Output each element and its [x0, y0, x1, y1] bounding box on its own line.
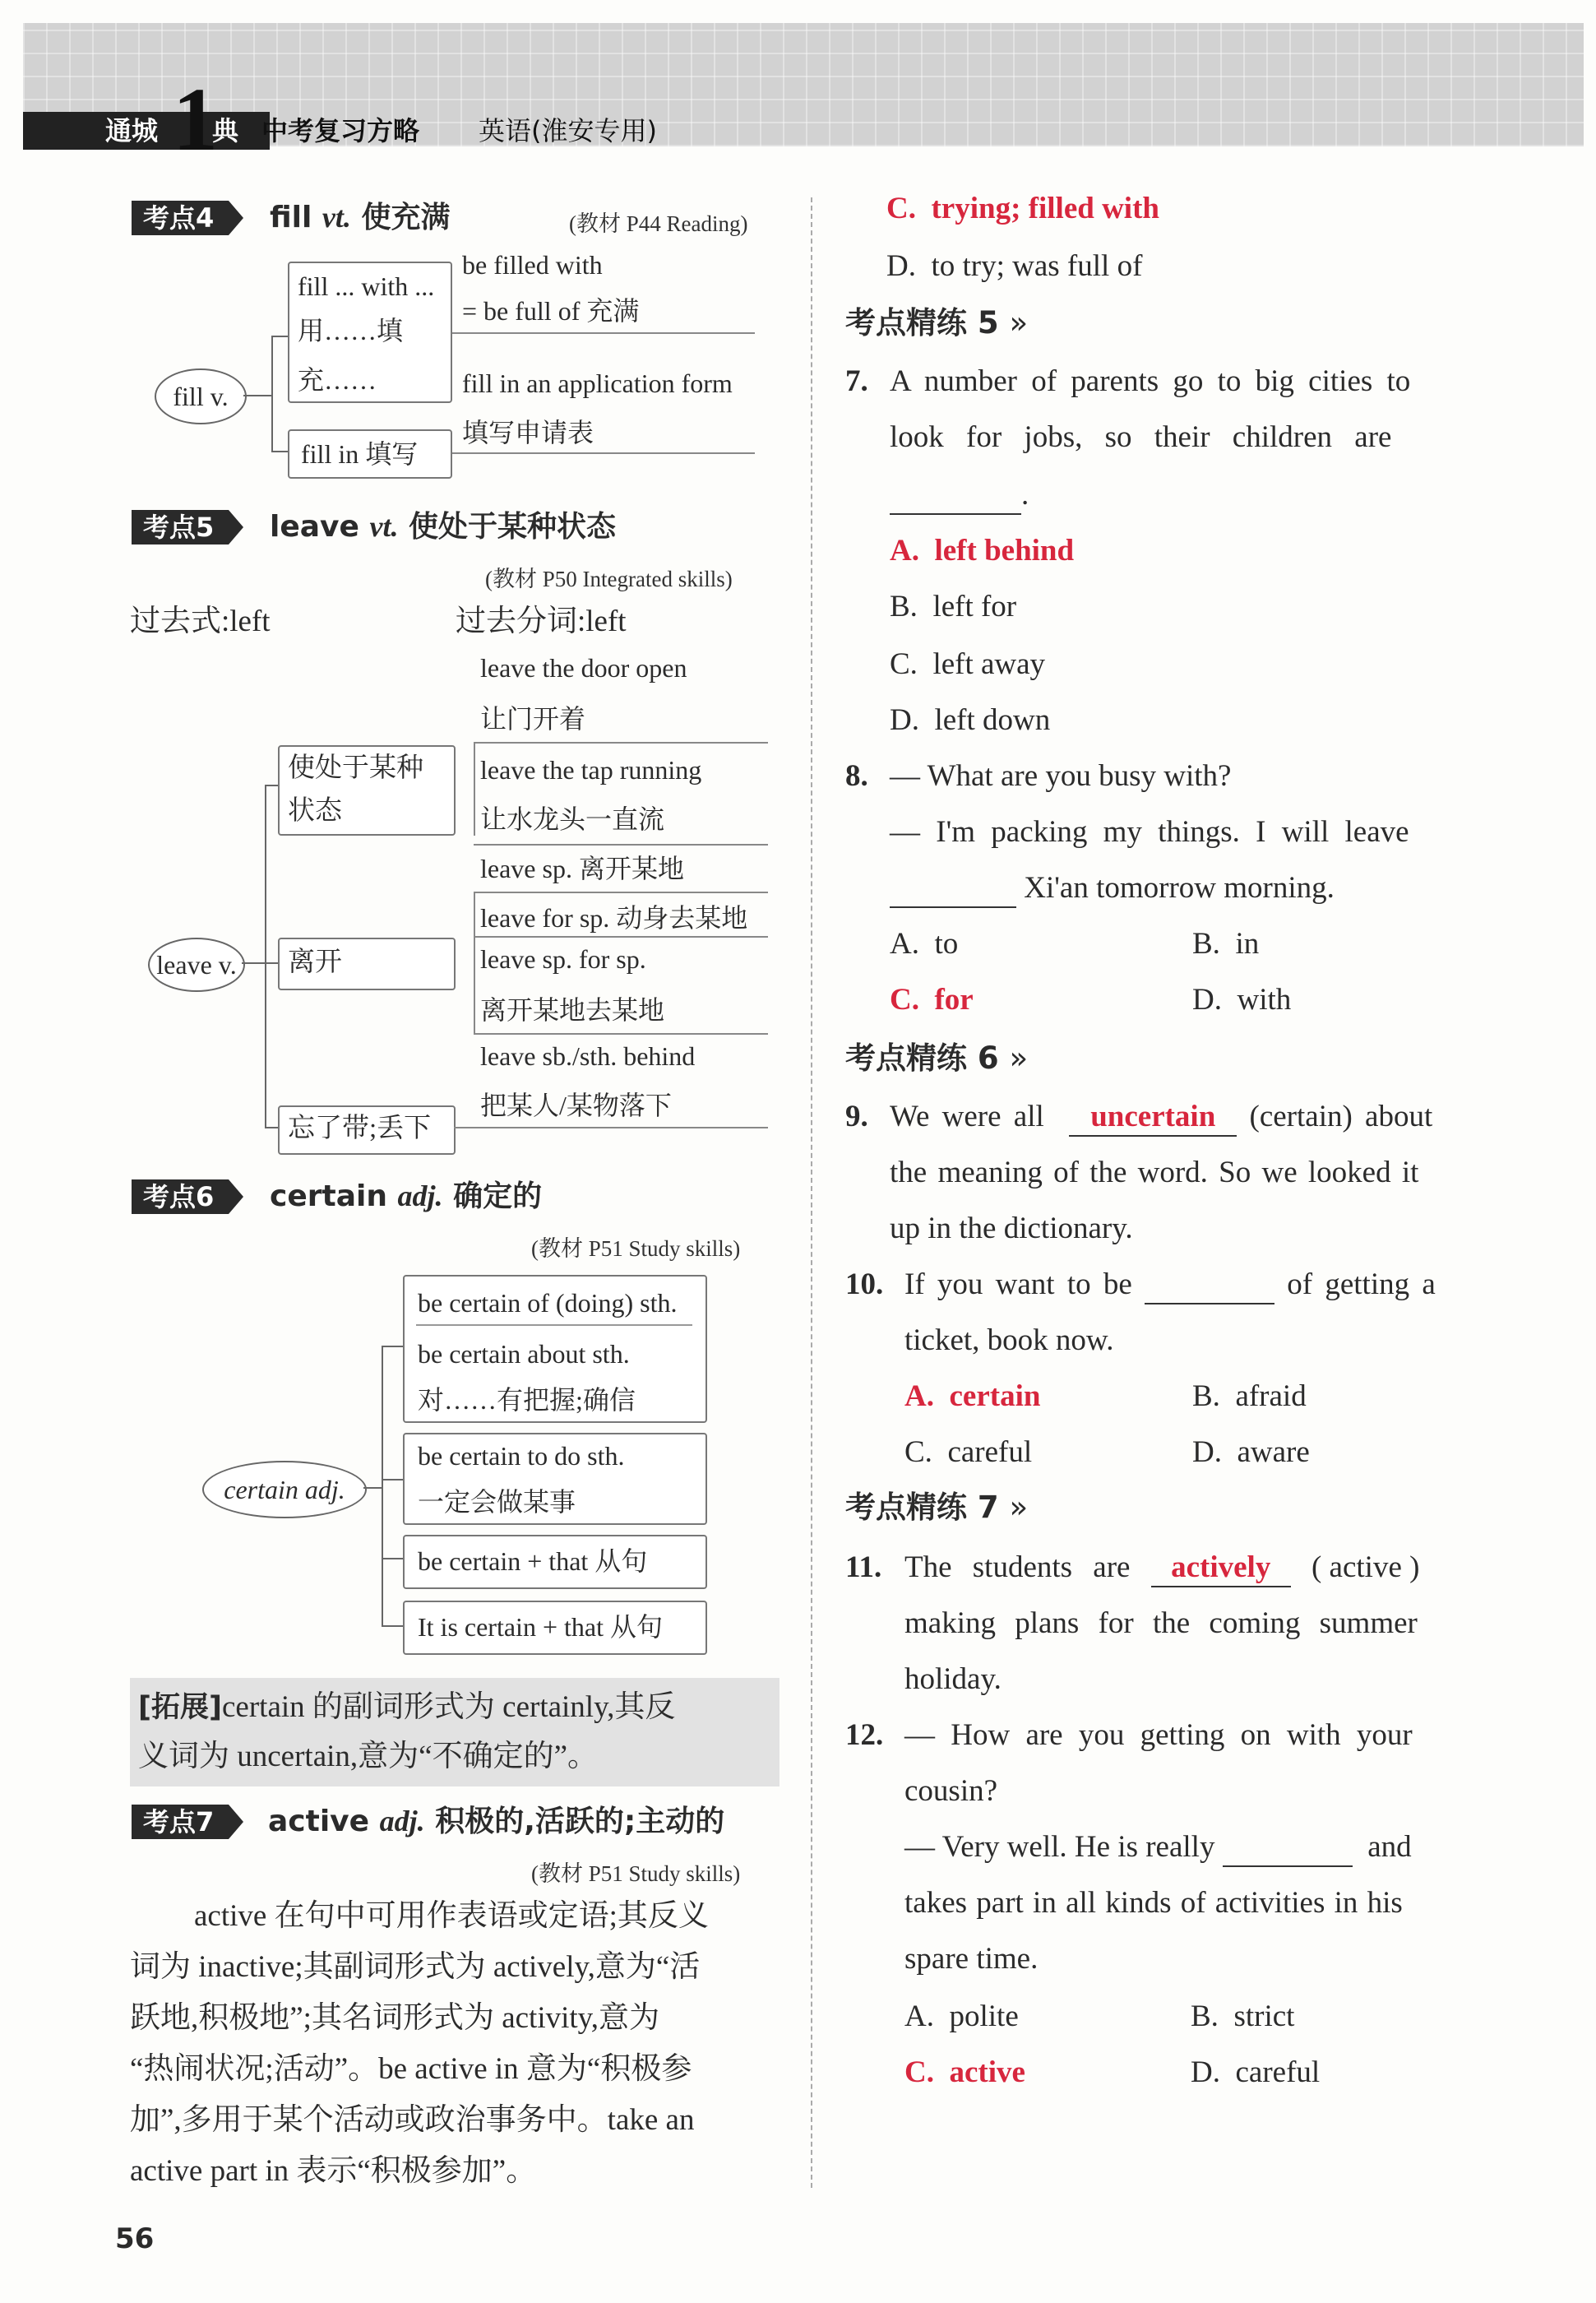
q7-option	[890, 646, 1045, 683]
q10-option	[904, 1379, 1040, 1415]
divider	[474, 844, 768, 846]
connector	[363, 1487, 383, 1489]
kp6-box1-line: be certain about sth.	[418, 1339, 630, 1369]
connector	[271, 336, 273, 451]
option-text: with	[1237, 983, 1292, 1017]
kp5-heading	[270, 508, 616, 545]
kp6-pos: adj.	[397, 1179, 443, 1212]
connector	[382, 1558, 403, 1559]
q12-option	[904, 1999, 1019, 2035]
kp4-meaning: 使充满	[361, 201, 451, 234]
option-label: B.	[890, 590, 918, 623]
kp7-pos: adj.	[379, 1805, 425, 1837]
kp5-branch1-line: 状态	[288, 796, 342, 826]
kp6-badge: 考点6	[132, 1179, 229, 1214]
divider	[454, 1127, 768, 1128]
q11-answer[interactable]: actively	[1151, 1550, 1291, 1587]
kp6-box3: be certain + that 从句	[418, 1546, 648, 1576]
kp5-past: 过去式:left	[130, 605, 271, 638]
option-label: C.	[886, 192, 916, 225]
kp4-box1-line: fill ... with ...	[298, 271, 435, 301]
kp5-branch1-item: leave the door open	[480, 653, 687, 683]
q10-option	[904, 1434, 1032, 1471]
chevron-right-icon: »	[1009, 1040, 1029, 1076]
option-label: C.	[890, 647, 918, 681]
q9-pre: We were all	[890, 1100, 1044, 1133]
section-heading-7	[845, 1489, 1028, 1527]
kp5-branch3-item: 把某人/某物落下	[480, 1091, 672, 1120]
connector	[243, 395, 271, 396]
brand-logo-number: 1	[173, 69, 218, 169]
q11-post: ( active )	[1311, 1550, 1420, 1584]
section-heading-5	[845, 304, 1028, 342]
kp5-pos: vt.	[369, 510, 399, 543]
kp4-word: fill	[270, 201, 312, 234]
extension-label: [拓展]	[138, 1691, 222, 1724]
connector	[265, 785, 278, 786]
q12-pre: — Very well. He is really	[904, 1830, 1215, 1864]
divider	[474, 893, 475, 1033]
kp5-branch2-item: leave for sp. 动身去某地	[480, 903, 748, 933]
kp6-box2-line: be certain to do sth.	[418, 1441, 625, 1471]
kp5-branch2-item: leave sp. 离开某地	[480, 854, 684, 883]
kp7-para-line: active 在句中可用作表语或定语;其反义	[194, 1899, 709, 1933]
option-text: in	[1235, 927, 1260, 961]
option-label: D.	[890, 703, 919, 737]
chevron-right-icon: »	[1009, 305, 1029, 341]
option-text: aware	[1237, 1435, 1310, 1469]
kp4-box1-right: = be full of 充满	[462, 296, 640, 326]
q10-line: ticket, book now.	[904, 1323, 1114, 1357]
q12-line3	[904, 1829, 1412, 1867]
option-label: D.	[1192, 983, 1222, 1017]
divider	[474, 744, 475, 836]
q12-option	[1191, 2055, 1320, 2091]
kp5-branch2-item: leave sp. for sp.	[480, 944, 646, 974]
chevron-right-icon: »	[1009, 1490, 1029, 1525]
option-label: C.	[904, 1435, 932, 1469]
q12-post: and	[1367, 1830, 1412, 1864]
q12-line: spare time.	[904, 1942, 1039, 1976]
option-text: careful	[947, 1435, 1033, 1469]
kp7-source: (教材 P51 Study skills)	[531, 1861, 741, 1886]
option-label: D.	[1191, 2055, 1220, 2089]
q8-option	[1192, 982, 1291, 1018]
q7-option	[890, 702, 1050, 739]
option-label: A.	[890, 927, 919, 961]
kp7-word: active	[268, 1805, 370, 1838]
option-label: A.	[890, 534, 919, 568]
kp4-box1-line: 用……填	[298, 316, 404, 345]
q7-line: look for jobs, so their children are	[890, 420, 1392, 454]
kp5-branch2-item: 离开某地去某地	[480, 995, 665, 1025]
q12-line: — How are you getting on with your	[904, 1718, 1413, 1752]
kp4-heading	[270, 199, 450, 236]
option-label: C.	[904, 2055, 934, 2089]
kp4-source: (教材 P44 Reading)	[569, 211, 748, 236]
option-text: left away	[932, 647, 1046, 681]
brand-right: 典	[212, 115, 239, 146]
q10-line1	[904, 1267, 1436, 1304]
answer-blank[interactable]	[1145, 1267, 1274, 1304]
connector	[265, 962, 278, 964]
kp7-heading	[268, 1803, 724, 1840]
kp6-heading	[270, 1178, 542, 1215]
kp5-badge: 考点5	[132, 510, 229, 544]
q9-line: the meaning of the word. So we looked it	[890, 1156, 1419, 1189]
q8-text: Xi'an tomorrow morning.	[1024, 871, 1335, 905]
kp4-box1-right: be filled with	[462, 250, 603, 280]
connector	[265, 1127, 278, 1128]
kp5-meaning: 使处于某种状态	[409, 510, 617, 544]
q12-number: 12.	[845, 1718, 884, 1752]
q9-line1	[890, 1099, 1432, 1137]
option-text: certain	[949, 1379, 1041, 1413]
kp6-center-node: certain adj.	[202, 1461, 367, 1518]
option-text: trying; filled with	[931, 192, 1159, 225]
kp4-pos: vt.	[322, 201, 351, 234]
section-label: 考点精练 6	[845, 1040, 999, 1076]
option-text: for	[934, 983, 974, 1017]
connector	[382, 1479, 403, 1480]
q8-number: 8.	[845, 759, 868, 793]
brand-left: 通城	[105, 115, 159, 146]
q6-option-c	[886, 191, 1159, 227]
kp7-para-line: active part in 表示“积极参加”。	[130, 2154, 537, 2188]
kp4-box2-right: 填写申请表	[462, 418, 594, 447]
kp6-extension-line2: 义词为 uncertain,意为“不确定的”。	[138, 1740, 598, 1773]
connector	[242, 962, 266, 964]
q11-number: 11.	[845, 1550, 882, 1584]
q9-answer[interactable]: uncertain	[1069, 1099, 1237, 1137]
q11-line: holiday.	[904, 1662, 1002, 1696]
answer-blank[interactable]	[1223, 1829, 1353, 1867]
connector	[382, 1346, 383, 1625]
q7-option	[890, 589, 1016, 625]
q7-end: .	[1021, 478, 1029, 512]
option-label: A.	[904, 1379, 934, 1413]
kp5-branch1-item: 让门开着	[480, 704, 586, 734]
kp7-para-line: 跃地,积极地”;其名词形式为 activity,意为	[130, 2001, 660, 2035]
option-label: C.	[890, 983, 919, 1017]
option-text: left down	[934, 703, 1051, 737]
q7-option	[890, 533, 1074, 569]
kp7-para-line: 加”,多用于某个活动或政治事务中。take an	[130, 2103, 695, 2137]
kp7-para-line: “热闹状况;活动”。be active in 意为“积极参	[130, 2052, 692, 2086]
kp4-badge: 考点4	[132, 201, 229, 235]
q7-line: A number of parents go to big cities to	[890, 364, 1411, 398]
option-text: left behind	[934, 534, 1075, 568]
divider	[474, 742, 768, 744]
connector	[271, 451, 288, 452]
kp5-branch1-item: 让水龙头一直流	[480, 804, 665, 834]
kp6-box4: It is certain + that 从句	[418, 1612, 663, 1642]
q8-option	[890, 926, 958, 962]
kp6-meaning: 确定的	[453, 1179, 543, 1213]
kp6-box1-line: be certain of (doing) sth.	[418, 1288, 678, 1318]
kp6-source: (教材 P51 Study skills)	[531, 1236, 741, 1261]
q10-option	[1192, 1379, 1307, 1415]
column-divider	[811, 197, 812, 2188]
option-text: afraid	[1235, 1379, 1307, 1413]
divider	[452, 452, 755, 454]
kp4-center-node: fill v.	[155, 368, 247, 424]
kp5-word: leave	[270, 510, 359, 544]
kp4-box1-line: 充……	[298, 365, 377, 395]
option-label: B.	[1191, 1999, 1219, 2033]
divider	[474, 892, 768, 893]
q9-line: up in the dictionary.	[890, 1212, 1133, 1245]
option-text: left for	[932, 590, 1017, 623]
option-label: B.	[1192, 927, 1220, 961]
q10-option	[1192, 1434, 1310, 1471]
option-text: to	[934, 927, 959, 961]
option-text: active	[949, 2055, 1025, 2089]
q12-option	[904, 2055, 1025, 2091]
q12-line: takes part in all kinds of activities in his	[904, 1886, 1403, 1920]
kp6-word: certain	[270, 1179, 387, 1213]
q7-blank-line	[890, 477, 1029, 515]
kp5-branch1-item: leave the tap running	[480, 755, 702, 785]
q10-pre: If you want to be	[904, 1267, 1132, 1301]
option-text: strict	[1233, 1999, 1295, 2033]
kp6-extension-line1	[138, 1689, 675, 1726]
answer-blank[interactable]	[890, 870, 1016, 908]
q12-line: cousin?	[904, 1774, 998, 1808]
divider	[474, 1033, 768, 1035]
divider	[416, 1324, 692, 1326]
section-label: 考点精练 5	[845, 305, 999, 341]
q11-line1	[904, 1550, 1419, 1587]
extension-text: certain 的副词形式为 certainly,其反	[222, 1690, 676, 1724]
kp7-para-line: 词为 inactive;其副词形式为 actively,意为“活	[130, 1950, 701, 1984]
kp5-branch2: 离开	[288, 948, 342, 977]
kp5-source: (教材 P50 Integrated skills)	[485, 567, 733, 591]
kp6-box1-line: 对……有把握;确信	[418, 1385, 636, 1415]
option-text: polite	[949, 1999, 1019, 2033]
q8-line: — I'm packing my things. I will leave	[890, 815, 1409, 849]
book-title: 中考复习方略	[261, 115, 420, 146]
connector	[382, 1625, 403, 1627]
q12-option	[1191, 1999, 1294, 2035]
q7-number: 7.	[845, 364, 868, 398]
kp5-branch1-line: 使处于某种	[288, 753, 423, 783]
kp5-center-node: leave v.	[148, 938, 245, 992]
kp4-box1-right2: fill in an application form	[462, 368, 733, 398]
kp7-meaning: 积极的,活跃的;主动的	[435, 1805, 725, 1838]
option-text: careful	[1235, 2055, 1321, 2089]
option-label: D.	[886, 249, 916, 283]
divider	[474, 936, 768, 938]
section-heading-6	[845, 1040, 1028, 1077]
page-number: 56	[115, 2222, 155, 2255]
kp4-box2: fill in 填写	[301, 439, 419, 469]
connector	[271, 336, 288, 337]
kp6-box2-line: 一定会做某事	[418, 1487, 576, 1517]
divider	[452, 332, 755, 334]
q9-post: (certain) about	[1249, 1100, 1433, 1133]
connector	[382, 1346, 403, 1347]
kp5-branch3-item: leave sb./sth. behind	[480, 1041, 696, 1071]
option-label: A.	[904, 1999, 934, 2033]
q8-option	[890, 982, 974, 1018]
q9-number: 9.	[845, 1100, 868, 1133]
option-label: D.	[1192, 1435, 1222, 1469]
kp5-past-participle: 过去分词:left	[456, 605, 627, 638]
connector	[265, 785, 266, 1127]
subject-title: 英语(淮安专用)	[479, 115, 657, 146]
kp7-badge: 考点7	[132, 1805, 229, 1839]
q6-option-d	[886, 248, 1142, 285]
q11-line: making plans for the coming summer	[904, 1606, 1418, 1640]
option-text: to try; was full of	[931, 249, 1143, 283]
section-label: 考点精练 7	[845, 1490, 999, 1525]
q8-line: — What are you busy with?	[890, 759, 1232, 793]
kp5-branch3: 忘了带;丢下	[288, 1114, 432, 1143]
answer-blank[interactable]	[890, 477, 1021, 515]
q8-option	[1192, 926, 1259, 962]
q10-post: of getting a	[1287, 1267, 1436, 1301]
q10-number: 10.	[845, 1267, 884, 1301]
q8-line3	[890, 870, 1335, 908]
option-label: B.	[1192, 1379, 1220, 1413]
q11-pre: The students are	[904, 1550, 1131, 1584]
